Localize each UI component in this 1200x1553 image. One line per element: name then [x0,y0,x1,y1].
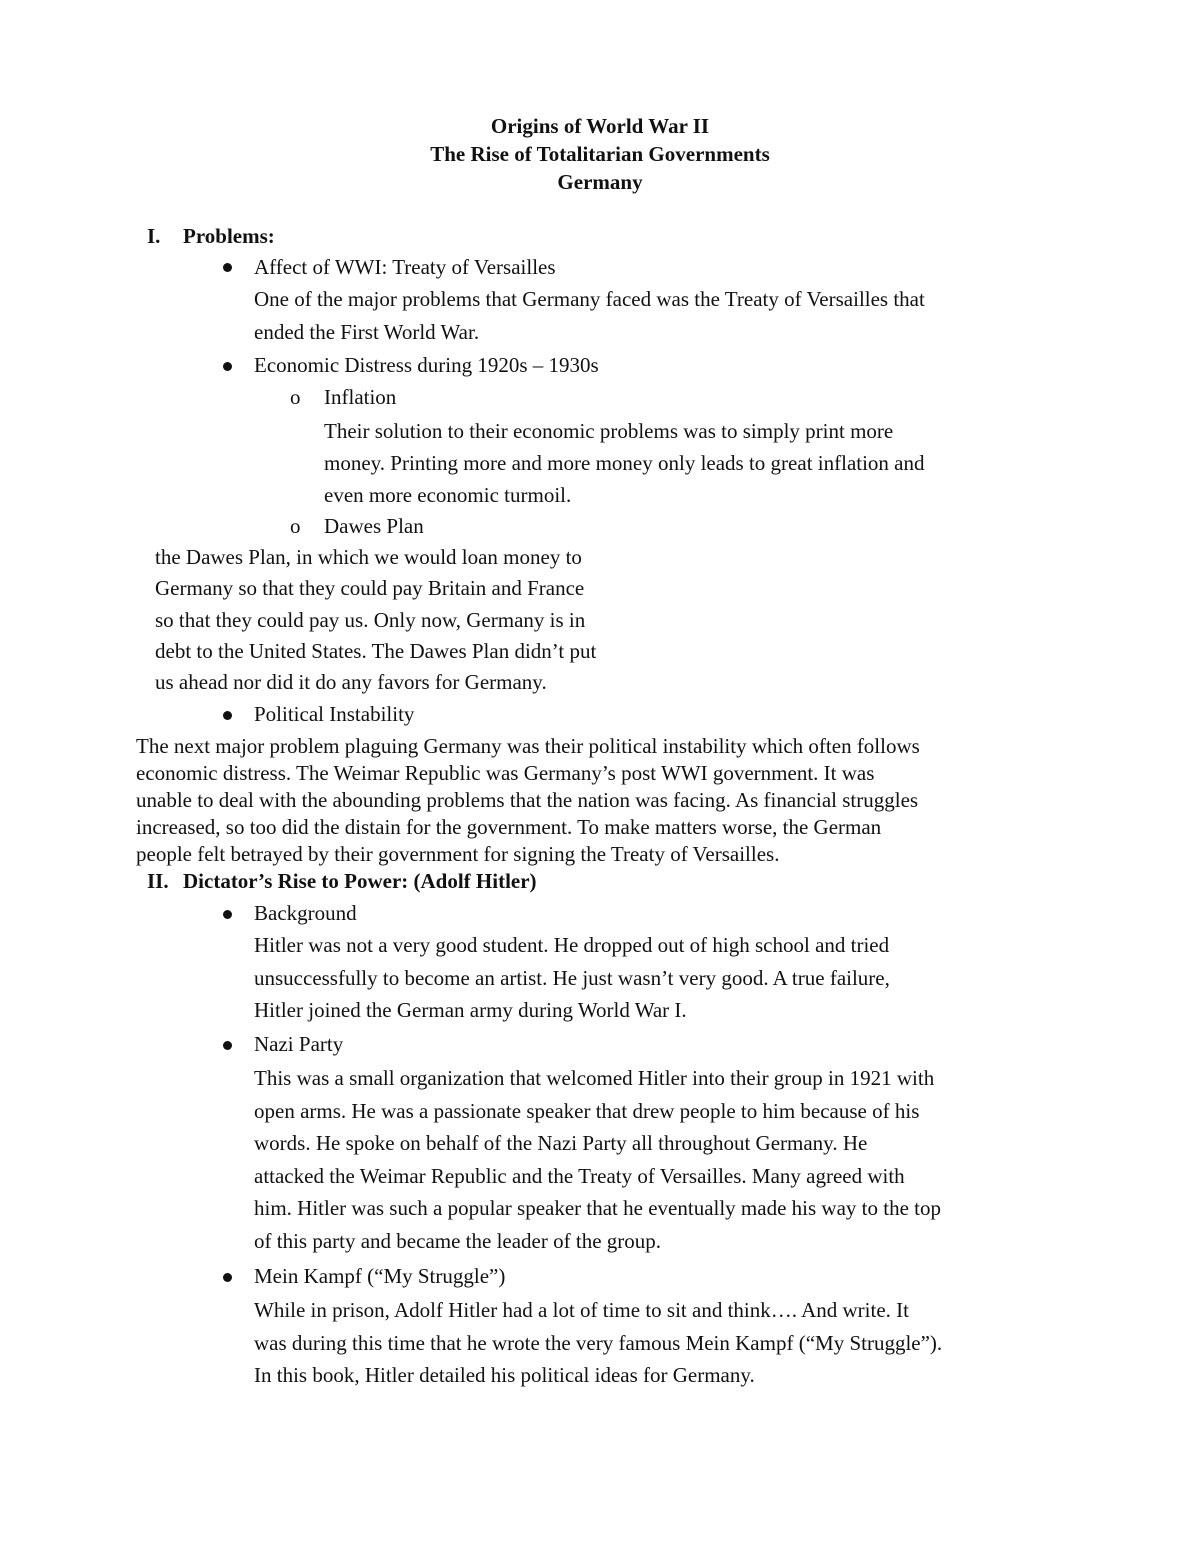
bullet-icon [223,1041,232,1050]
sub-bullet-marker: o [290,514,301,538]
section-2-heading: Dictator’s Rise to Power: (Adolf Hitler) [183,869,537,893]
bullet-icon [223,362,232,371]
bullet-icon [223,711,232,720]
text-line: of this party and became the leader of the group. [254,1228,662,1253]
section-1-numeral: I. [147,224,161,248]
bullet-icon [223,910,232,919]
bullet-background: Background [254,901,357,925]
text-line: money. Printing more and more money only leads to great inflation and [324,451,925,475]
text-line: even more economic turmoil. [324,483,572,507]
text-line: One of the major problems that Germany faced was the Treaty of Versailles that [254,287,925,311]
section-1-heading: Problems: [183,224,275,248]
text-line: While in prison, Adolf Hitler had a lot of time to sit and think…. And write. It [254,1298,909,1322]
text-line: Germany so that they could pay Britain and France [155,576,585,601]
text-line: us ahead nor did it do any favors for Germany. [155,670,547,695]
text-line: words. He spoke on behalf of the Nazi Party all throughout Germany. He [254,1131,868,1155]
subtitle: The Rise of Totalitarian Governments [430,142,770,166]
main-title: Origins of World War II [490,114,710,138]
text-line: attacked the Weimar Republic and the Treaty of Versailles. Many agreed with [254,1163,905,1188]
bullet-mein-kampf: Mein Kampf (“My Struggle”) [254,1264,506,1288]
inflation-text [324,415,925,511]
bullet-affect-of-wwi: Affect of WWI: Treaty of Versailles [254,255,556,279]
sub-bullet-inflation: Inflation [324,385,397,409]
text-line: open arms. He was a passionate speaker that drew people to him because of his [254,1098,920,1123]
text-line: Hitler was not a very good student. He dropped out of high school and tried [254,933,890,957]
text-line: was during this time that he wrote the very famous Mein Kampf (“My Struggle”). [254,1330,943,1355]
text-line: unable to deal with the abounding problems that the nation was facing. As financial struggles [136,788,919,812]
text-line: increased, so too did the distain for the government. To make matters worse, the German [136,815,882,839]
text-line: debt to the United States. The Dawes Plan didn’t put [155,638,597,663]
text-line: This was a small organization that welcomed Hitler into their group in 1921 with [254,1066,935,1090]
dawes-plan-text [155,542,596,698]
text-line: The next major problem plaguing Germany was their political instability which often follows [136,734,920,758]
bullet-icon [223,1273,232,1282]
section-2-numeral: II. [147,869,169,893]
sub-bullet-dawes-plan: Dawes Plan [324,514,424,538]
sub-bullet-marker: o [290,385,301,409]
text-line: In this book, Hitler detailed his political ideas for Germany. [254,1363,755,1387]
country-title: Germany [557,170,643,194]
nazi-party-text [254,1062,941,1257]
mein-kampf-text [254,1294,942,1392]
text-line: economic distress. The Weimar Republic was Germany’s post WWI government. It was [136,761,875,785]
political-instability-text [136,733,920,868]
text-line: Hitler joined the German army during World War I. [254,998,687,1022]
background-text [254,929,890,1027]
text-line: so that they could pay us. Only now, Germany is in [155,607,586,632]
bullet-political-instability: Political Instability [254,702,415,726]
bullet-icon [223,263,232,272]
text-line: ended the First World War. [254,319,480,344]
document-titles [0,112,1200,196]
affect-of-wwi-text [254,283,925,348]
bullet-economic-distress: Economic Distress during 1920s – 1930s [254,353,599,377]
text-line: people felt betrayed by their government for signing the Treaty of Versailles. [136,842,780,866]
bullet-nazi-party: Nazi Party [254,1032,344,1056]
text-line: unsuccessfully to become an artist. He just wasn’t very good. A true failure, [254,965,890,990]
text-line: the Dawes Plan, in which we would loan money to [155,545,582,569]
text-line: him. Hitler was such a popular speaker that he eventually made his way to the top [254,1196,941,1220]
text-line: Their solution to their economic problems was to simply print more [324,419,894,443]
